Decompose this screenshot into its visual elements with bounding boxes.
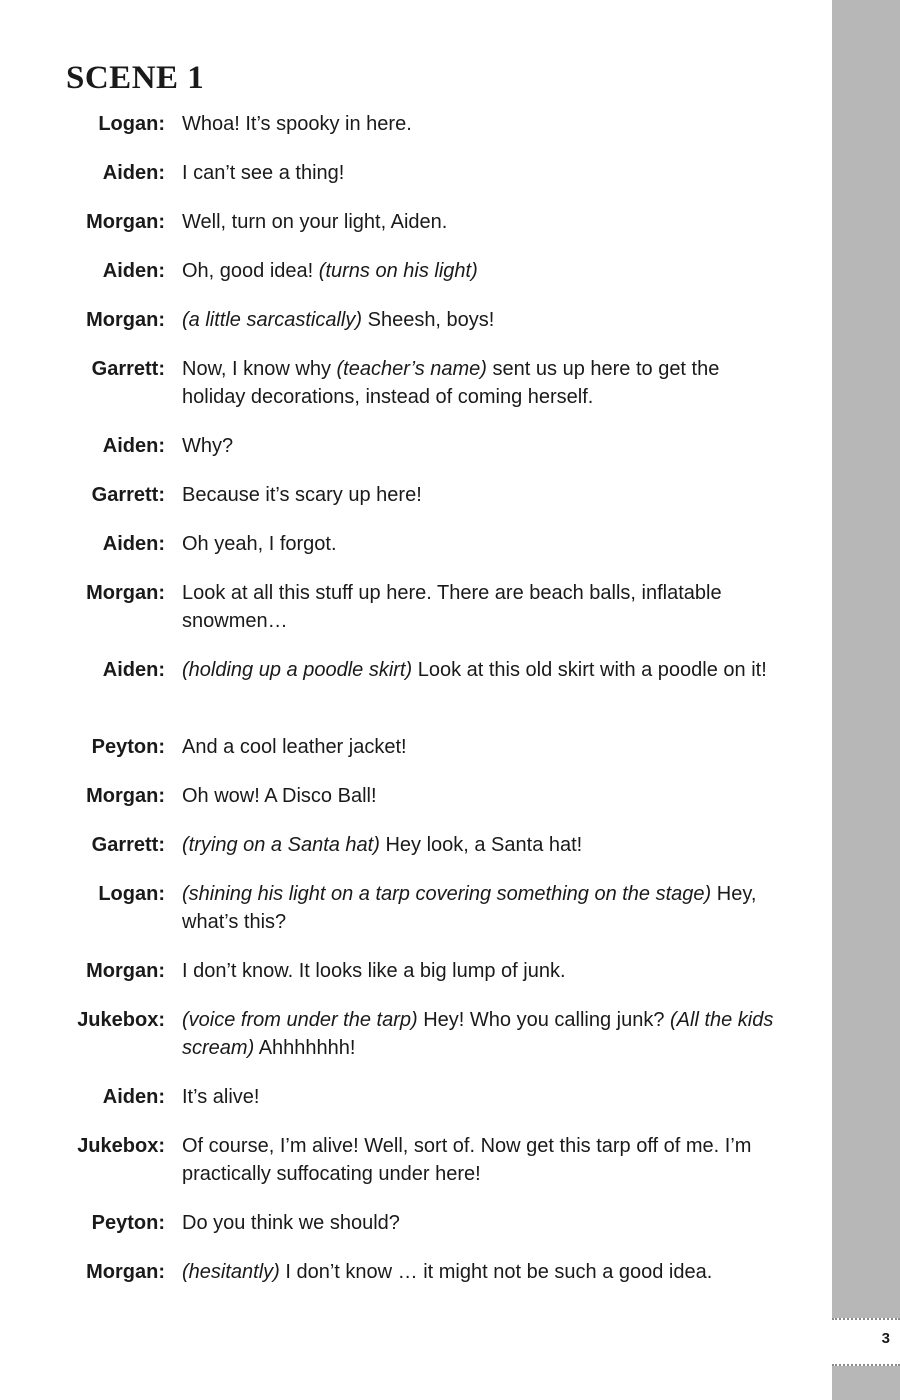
dialogue-segment: Hey, what’s this?: [182, 883, 757, 933]
dialogue-segment: Look at this old skirt with a poodle on it!: [412, 659, 767, 681]
speaker-name: Morgan:: [86, 582, 165, 604]
speaker-name: Morgan:: [86, 211, 165, 233]
speaker-name: Aiden:: [102, 1086, 165, 1108]
dialogue-segment: Ahhhhhhh!: [254, 1037, 356, 1059]
speaker-name: Logan:: [98, 883, 165, 905]
dialogue-text: [182, 110, 782, 138]
dialogue-text: [182, 159, 782, 187]
dialogue-text: [182, 481, 782, 509]
dialogue-text: [182, 355, 782, 411]
speaker-name: Aiden:: [102, 533, 165, 555]
stage-direction: (voice from under the tarp): [182, 1009, 418, 1031]
dialogue-segment: Whoa! It’s spooky in here.: [182, 113, 412, 135]
speaker-name: Peyton:: [91, 736, 165, 758]
stage-direction: (a little sarcastically): [182, 309, 363, 331]
speaker-name: Morgan:: [86, 785, 165, 807]
dialogue-text: [182, 530, 782, 558]
stage-direction: (All the kids scream): [182, 1009, 774, 1059]
dialogue-text: [182, 306, 782, 334]
dialogue-text: [182, 432, 782, 460]
dialogue-text: [182, 733, 782, 761]
stage-direction: (shining his light on a tarp covering something on the stage): [182, 883, 712, 905]
dialogue-segment: I don’t know. It looks like a big lump of junk.: [182, 960, 566, 982]
speaker-name: Garrett:: [91, 358, 165, 380]
speaker-name: Morgan:: [86, 1261, 165, 1283]
dialogue-text: [182, 957, 782, 985]
speaker-name: Aiden:: [102, 435, 165, 457]
dialogue-text: [182, 1132, 782, 1188]
stage-direction: (holding up a poodle skirt): [182, 659, 413, 681]
dialogue-segment: Hey look, a Santa hat!: [379, 834, 583, 856]
dialogue-segment: Oh yeah, I forgot.: [182, 533, 337, 555]
dialogue-text: [182, 1083, 782, 1111]
dialogue-text: [182, 1258, 782, 1286]
dialogue-segment: Because it’s scary up here!: [182, 484, 422, 506]
dialogue-text: [182, 257, 782, 285]
stage-direction: (turns on his light): [318, 260, 478, 282]
speaker-name: Logan:: [98, 113, 165, 135]
dialogue-segment: It’s alive!: [182, 1086, 260, 1108]
page-margin-tab: [832, 0, 900, 1400]
dialogue-text: [182, 579, 782, 635]
dialogue-segment: Sheesh, boys!: [362, 309, 495, 331]
speaker-name: Jukebox:: [77, 1009, 165, 1031]
dialogue-segment: Oh, good idea!: [182, 260, 319, 282]
stage-direction: (hesitantly): [182, 1261, 280, 1283]
dialogue-segment: sent us up here to get the holiday decorations, instead of coming herself.: [182, 358, 720, 408]
dialogue-text: [182, 831, 782, 859]
scene-title: SCENE 1: [66, 60, 205, 96]
dialogue-text: [182, 208, 782, 236]
dialogue-segment: Of course, I’m alive! Well, sort of. Now get this tarp off of me. I’m practically suffocating under here!: [182, 1135, 752, 1185]
speaker-name: Aiden:: [102, 659, 165, 681]
speaker-name: Garrett:: [91, 834, 165, 856]
stage-direction: (teacher’s name): [336, 358, 487, 380]
speaker-name: Morgan:: [86, 309, 165, 331]
dialogue-segment: Oh wow! A Disco Ball!: [182, 785, 377, 807]
dialogue-text: [182, 880, 782, 936]
dialogue-text: [182, 782, 782, 810]
dialogue-text: [182, 1006, 782, 1062]
dialogue-segment: Hey! Who you calling junk?: [417, 1009, 670, 1031]
dialogue-segment: Now, I know why: [182, 358, 337, 380]
speaker-name: Peyton:: [91, 1212, 165, 1234]
speaker-name: Aiden:: [102, 260, 165, 282]
dialogue-segment: I can’t see a thing!: [182, 162, 345, 184]
speaker-name: Aiden:: [102, 162, 165, 184]
dialogue-segment: I don’t know … it might not be such a good idea.: [279, 1261, 713, 1283]
speaker-name: Morgan:: [86, 960, 165, 982]
page-number: 3: [881, 1330, 890, 1347]
dialogue-segment: And a cool leather jacket!: [182, 736, 407, 758]
dialogue-text: [182, 656, 782, 684]
dialogue-segment: Do you think we should?: [182, 1212, 400, 1234]
dialogue-segment: Look at all this stuff up here. There are beach balls, inflatable snowmen…: [182, 582, 722, 632]
speaker-name: Jukebox:: [77, 1135, 165, 1157]
stage-direction: (trying on a Santa hat): [182, 834, 380, 856]
dialogue-segment: Why?: [182, 435, 234, 457]
dialogue-text: [182, 1209, 782, 1237]
dialogue-segment: Well, turn on your light, Aiden.: [182, 211, 448, 233]
speaker-name: Garrett:: [91, 484, 165, 506]
